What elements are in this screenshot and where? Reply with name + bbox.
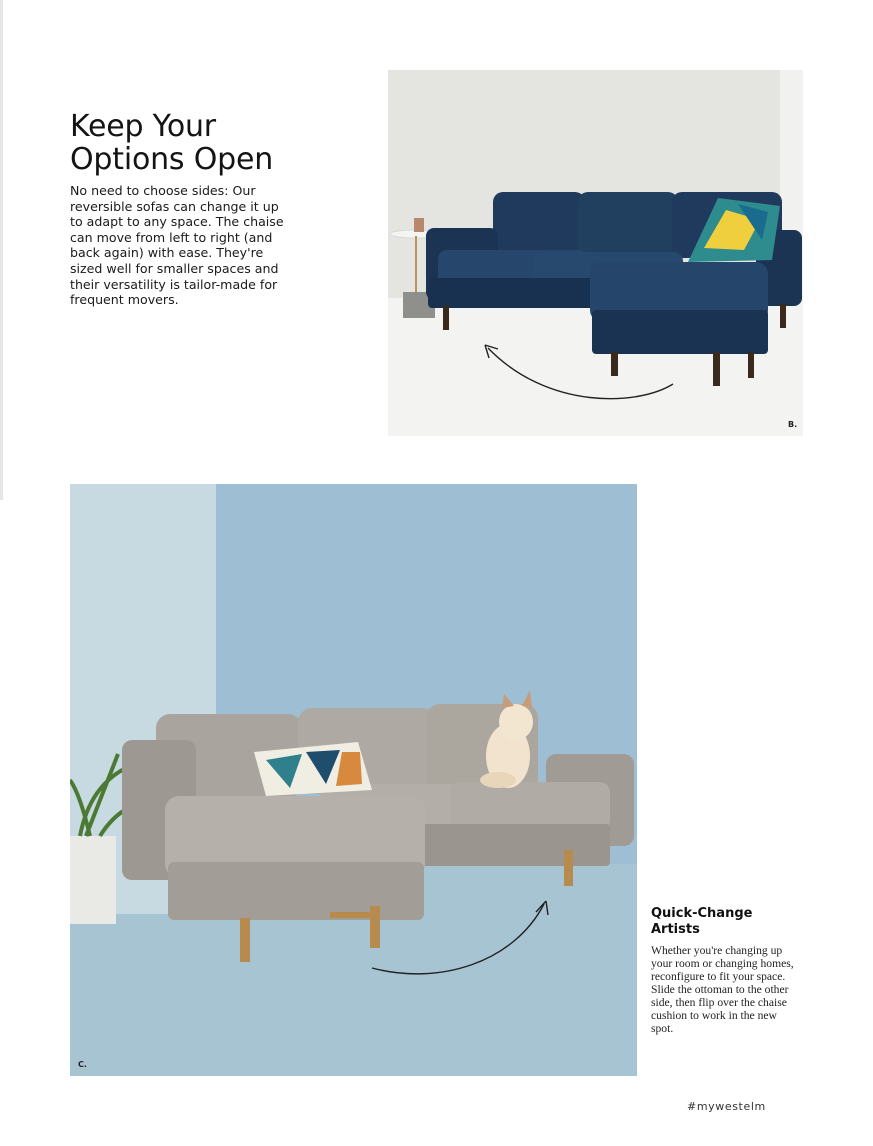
- footer-hashtag: #mywestelm: [687, 1100, 766, 1113]
- grey-sectional-photo: [70, 484, 637, 1076]
- page-title-line-2: Options Open: [70, 142, 274, 177]
- sidebar-heading: Quick-Change Artists: [651, 906, 753, 937]
- page-title: [70, 110, 273, 176]
- photo-label-c: C.: [78, 1060, 87, 1069]
- photo-label-b: B.: [788, 420, 798, 429]
- intro-paragraph: No need to choose sides: Our reversible sofas can change it up to adapt to any space. The chaise can move from left to right (and back again) with ease. They're sized well for smaller spaces and their versatility is tailor-made for frequent movers.: [70, 183, 284, 308]
- page-edge-rule: [0, 0, 3, 500]
- navy-sectional-photo: [388, 70, 803, 436]
- sidebar-paragraph: Whether you're changing up your room or changing homes, reconfigure to fit your space. Slide the ottoman to the other side, then flip over the chaise cushion to work in the new spot.: [651, 944, 794, 1035]
- page-title-line-1: Keep Your: [70, 109, 216, 144]
